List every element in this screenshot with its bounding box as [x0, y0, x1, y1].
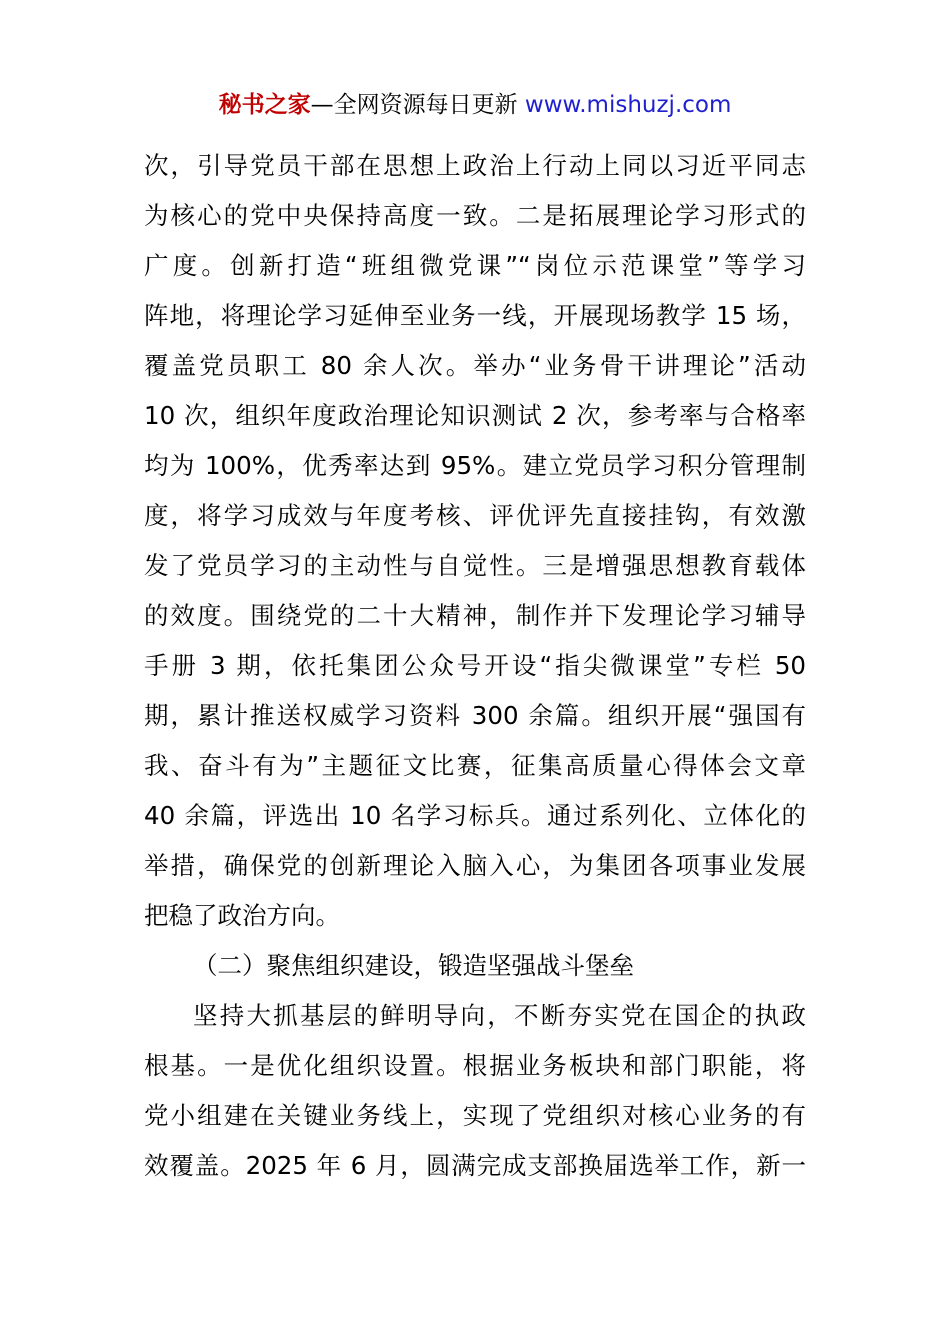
body-line: 发了党员学习的主动性与自觉性。三是增强思想教育载体	[144, 551, 806, 580]
body-line: 把稳了政治方向。	[144, 901, 340, 930]
body-line: 效覆盖。2025 年 6 月，圆满完成支部换届选举工作，新一	[144, 1151, 806, 1180]
brand-name: 秘书之家	[218, 92, 311, 118]
body-line: 度，将学习成效与年度考核、评优评先直接挂钩，有效激	[144, 501, 806, 530]
body-line: 坚持大抓基层的鲜明导向，不断夯实党在国企的执政	[193, 1001, 806, 1030]
body-line: 覆盖党员职工 80 余人次。举办“业务骨干讲理论”活动	[144, 351, 806, 380]
body-line: 阵地，将理论学习延伸至业务一线，开展现场教学 15 场，	[144, 301, 806, 330]
body-line: 举措，确保党的创新理论入脑入心，为集团各项事业发展	[144, 851, 806, 880]
body-line: 广度。创新打造“班组微党课”“岗位示范课堂”等学习	[144, 251, 806, 280]
section-heading: （二）聚焦组织建设，锻造坚强战斗堡垒	[193, 951, 634, 980]
body-line: 手册 3 期，依托集团公众号开设“指尖微课堂”专栏 50	[144, 651, 806, 680]
body-line: 40 余篇，评选出 10 名学习标兵。通过系列化、立体化的	[144, 801, 806, 830]
body-line: 根基。一是优化组织设置。根据业务板块和部门职能，将	[144, 1051, 806, 1080]
body-line: 我、奋斗有为”主题征文比赛，征集高质量心得体会文章	[144, 751, 806, 780]
body-line: 党小组建在关键业务线上，实现了党组织对核心业务的有	[144, 1101, 806, 1130]
body-line: 期，累计推送权威学习资料 300 余篇。组织开展“强国有	[144, 701, 806, 730]
body-line: 的效度。围绕党的二十大精神，制作并下发理论学习辅导	[144, 601, 806, 630]
body-line: 10 次，组织年度政治理论知识测试 2 次，参考率与合格率	[144, 401, 806, 430]
body-line: 为核心的党中央保持高度一致。二是拓展理论学习形式的	[144, 201, 806, 230]
document-header	[0, 88, 950, 122]
header-tagline: —全网资源每日更新	[310, 92, 518, 118]
body-line: 均为 100%，优秀率达到 95%。建立党员学习积分管理制	[144, 451, 806, 480]
body-line: 次，引导党员干部在思想上政治上行动上同以习近平同志	[144, 151, 806, 180]
site-url-link[interactable]: www.mishuzj.com	[524, 92, 732, 118]
